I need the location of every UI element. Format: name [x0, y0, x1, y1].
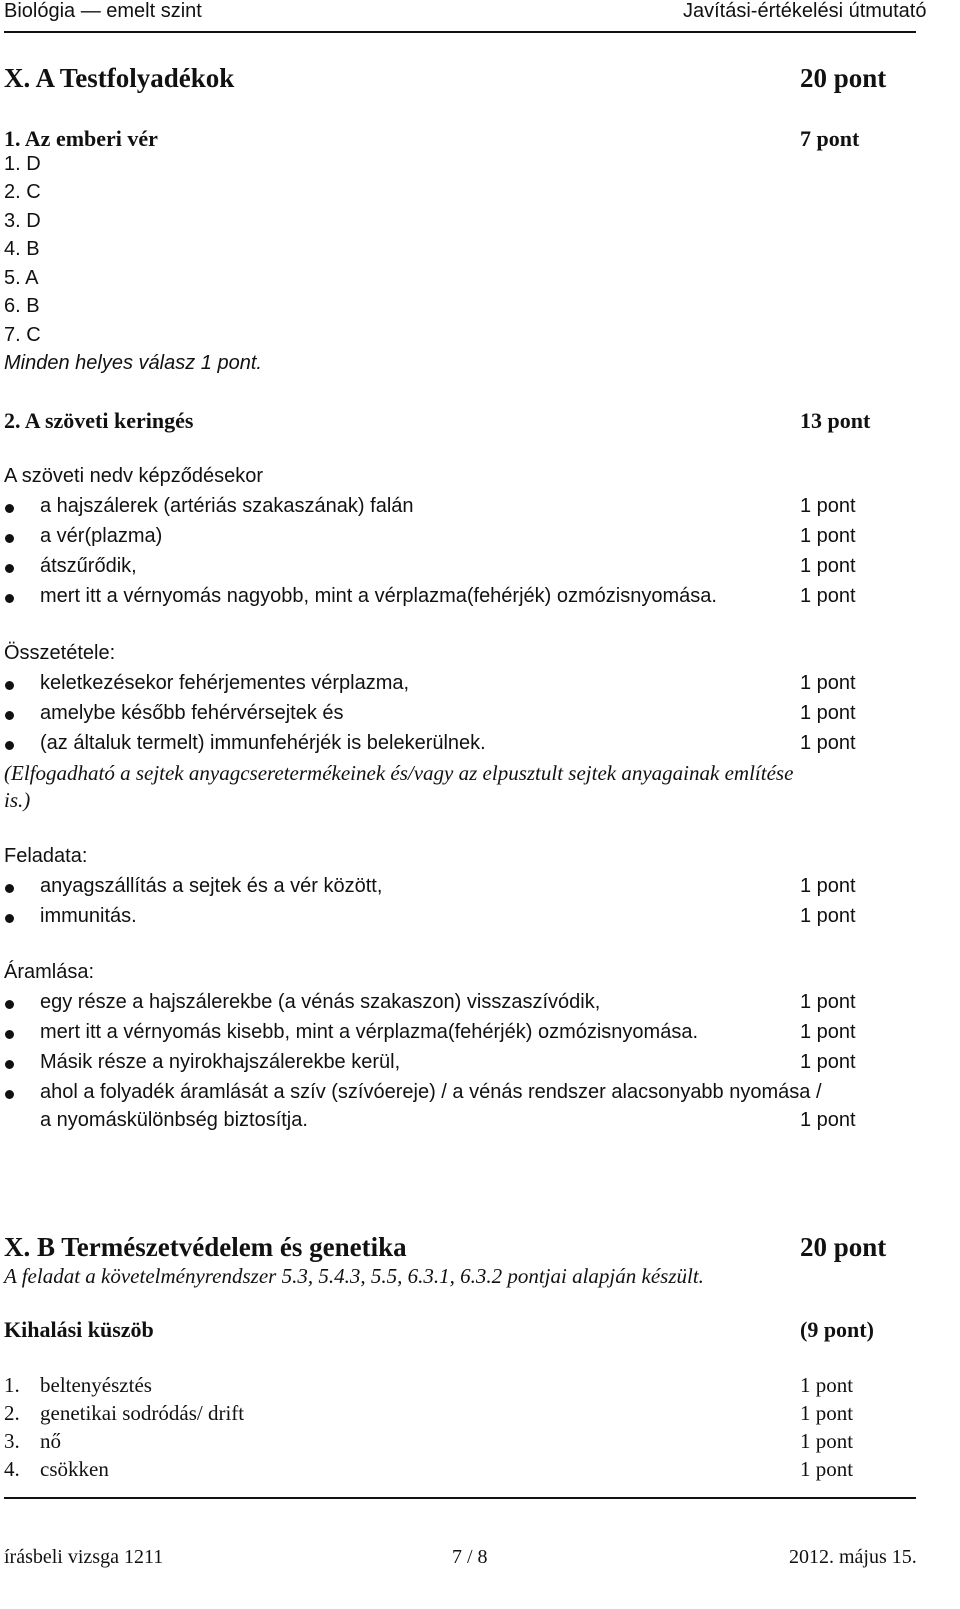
answer-line-cont: a nyomáskülönbség biztosítja. [40, 1109, 308, 1131]
bullet-icon [5, 564, 14, 573]
flow-label: Áramlása: [4, 961, 95, 983]
q1-points: 7 pont [800, 126, 860, 151]
answer-points: 1 pont [800, 991, 856, 1013]
composition-label: Összetétele: [4, 642, 116, 664]
q1-answer: 5. A [4, 267, 39, 289]
answer-points: 1 pont [800, 875, 856, 897]
answer-line: a hajszálerek (artériás szakaszának) falán [40, 495, 414, 517]
role-label: Feladata: [4, 845, 88, 867]
item-text: beltenyésztés [40, 1373, 152, 1397]
answer-line: a vér(plazma) [40, 525, 163, 547]
bullet-icon [5, 504, 14, 513]
answer-line: mert itt a vérnyomás nagyobb, mint a vérplazma(fehérjék) ozmózisnyomása. [40, 585, 717, 607]
section-b-subtitle: A feladat a követelményrendszer 5.3, 5.4.3, 5.5, 6.3.1, 6.3.2 pontjai alapján készült. [4, 1264, 704, 1288]
answer-points: 1 pont [800, 905, 856, 927]
q1-note: Minden helyes válasz 1 pont. [4, 352, 262, 374]
item-text: nő [40, 1429, 61, 1453]
bullet-icon [5, 1090, 14, 1099]
answer-line: anyagszállítás a sejtek és a vér között, [40, 875, 383, 897]
item-points: 1 pont [800, 1401, 854, 1425]
q1-title: 1. Az emberi vér [4, 126, 158, 151]
footer-page: 7 / 8 [452, 1546, 488, 1568]
answer-line: immunitás. [40, 905, 137, 927]
answer-points: 1 pont [800, 732, 856, 754]
bullet-icon [5, 1060, 14, 1069]
answer-points: 1 pont [800, 1021, 856, 1043]
q1-answer: 4. B [4, 238, 40, 260]
bullet-icon [5, 741, 14, 750]
item-number: 2. [4, 1401, 20, 1425]
answer-points: 1 pont [800, 672, 856, 694]
footer-rule [4, 1497, 916, 1499]
header-rule [4, 31, 916, 33]
answer-points: 1 pont [800, 1109, 856, 1131]
answer-points: 1 pont [800, 495, 856, 517]
q1-answer: 1. D [4, 153, 41, 175]
footer-left: írásbeli vizsga 1211 [4, 1546, 164, 1568]
item-text: genetikai sodródás/ drift [40, 1401, 245, 1425]
answer-line: egy része a hajszálerekbe (a vénás szakaszon) visszaszívódik, [40, 991, 601, 1013]
item-points: 1 pont [800, 1373, 854, 1397]
bullet-icon [5, 681, 14, 690]
answer-line: amelybe később fehérvérsejtek és [40, 702, 344, 724]
q1-answer: 7. C [4, 324, 41, 346]
answer-line: keletkezésekor fehérjementes vérplazma, [40, 672, 410, 694]
item-points: 1 pont [800, 1457, 854, 1481]
q-points: (9 pont) [800, 1317, 874, 1342]
q2-points: 13 pont [800, 408, 871, 433]
bullet-icon [5, 534, 14, 543]
footer-right: 2012. május 15. [789, 1546, 917, 1568]
answer-points: 1 pont [800, 525, 856, 547]
section-b-title: X. B Természetvédelem és genetika [4, 1232, 407, 1262]
answer-points: 1 pont [800, 585, 856, 607]
answer-points: 1 pont [800, 702, 856, 724]
header-left: Biológia — emelt szint [4, 0, 202, 22]
section-a-title: X. A Testfolyadékok [4, 63, 235, 93]
bullet-icon [5, 1000, 14, 1009]
section-a-points: 20 pont [800, 63, 887, 93]
answer-line: Másik része a nyirokhajszálerekbe kerül, [40, 1051, 401, 1073]
answer-points: 1 pont [800, 555, 856, 577]
section-b-points: 20 pont [800, 1232, 887, 1262]
item-number: 4. [4, 1457, 20, 1481]
composition-note: (Elfogadható a sejtek anyagcseretermékeinek és/vagy az elpusztult sejtek anyagainak említése [4, 761, 794, 785]
composition-note-cont: is.) [4, 788, 31, 812]
item-points: 1 pont [800, 1429, 854, 1453]
item-number: 1. [4, 1373, 20, 1397]
answer-points: 1 pont [800, 1051, 856, 1073]
bullet-icon [5, 711, 14, 720]
answer-line: átszűrődik, [40, 555, 137, 577]
q1-answer: 3. D [4, 210, 41, 232]
q-title: Kihalási küszöb [4, 1317, 154, 1342]
answer-line: mert itt a vérnyomás kisebb, mint a vérplazma(fehérjék) ozmózisnyomása. [40, 1021, 699, 1043]
answer-line: (az általuk termelt) immunfehérjék is belekerülnek. [40, 732, 486, 754]
q1-answer: 6. B [4, 295, 40, 317]
bullet-icon [5, 1030, 14, 1039]
q2-intro: A szöveti nedv képződésekor [4, 465, 264, 487]
item-text: csökken [40, 1457, 109, 1481]
item-number: 3. [4, 1429, 20, 1453]
header-right: Javítási-értékelési útmutató [683, 0, 927, 22]
bullet-icon [5, 884, 14, 893]
answer-line: ahol a folyadék áramlását a szív (szívóereje) / a vénás rendszer alacsonyabb nyomása / [40, 1081, 822, 1103]
bullet-icon [5, 914, 14, 923]
bullet-icon [5, 594, 14, 603]
q2-title: 2. A szöveti keringés [4, 408, 194, 433]
q1-answer: 2. C [4, 181, 41, 203]
